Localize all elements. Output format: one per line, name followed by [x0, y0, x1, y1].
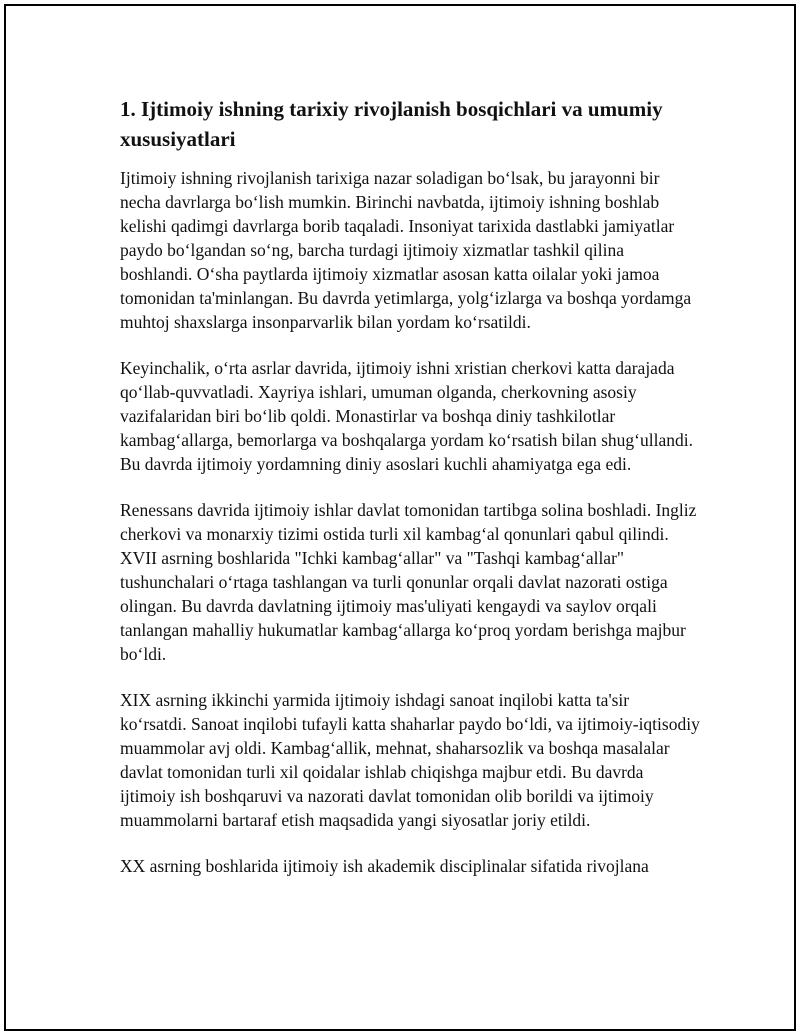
paragraph-renaissance: Renessans davrida ijtimoiy ishlar davlat tomonidan tartibga solina boshladi. Ingliz cherkovi va monarxiy tizimi ostida turli xil kambag‘al qonunlari qabul qilindi. XVII asrning boshlarida "Ichki kambag‘allar" va "Tashqi kambag‘allar" tushunchalari o‘rtaga tashlangan va turli qonunlar orqali davlat nazorati ostiga olingan. Bu davrda davlatning ijtimoiy mas'uliyati kengaydi va saylov orqali tanlangan mahalliy hukumatlar kambag‘allarga ko‘proq yordam berishga majbur bo‘ldi.: [120, 500, 697, 664]
paragraph-twentieth-century: XX asrning boshlarida ijtimoiy ish akademik disciplinalar sifatida rivojlana: [120, 856, 649, 876]
document-content: [120, 94, 700, 900]
paragraph-ancient-era: Ijtimoiy ishning rivojlanish tarixiga nazar soladigan bo‘lsak, bu jarayonni bir necha davrlarga bo‘lish mumkin. Birinchi navbatda, ijtimoiy ishning boshlab kelishi qadimgi davrlarga borib taqaladi. Insoniyat tarixida dastlabki jamiyatlar paydo bo‘lgandan so‘ng, barcha turdagi ijtimoiy xizmatlar tashkil qilina boshlandi. O‘sha paytlarda ijtimoiy xizmatlar asosan katta oilalar yoki jamoa tomonidan ta'minlangan. Bu davrda yetimlarga, yolg‘izlarga va boshqa yordamga muhtoj shaxslarga insonparvarlik bilan yordam ko‘rsatildi.: [120, 168, 692, 332]
document-page: [4, 4, 796, 1031]
paragraph-middle-ages: Keyinchalik, o‘rta asrlar davrida, ijtimoiy ishni xristian cherkovi katta darajada qo‘llab-quvvatladi. Xayriya ishlari, umuman olganda, cherkovning asosiy vazifalaridan biri bo‘lib qoldi. Monastirlar va boshqa diniy tashkilotlar kambag‘allarga, bemorlarga va boshqalarga yordam ko‘rsatish bilan shug‘ullandi. Bu davrda ijtimoiy yordamning diniy asoslari kuchli ahamiyatga ega edi.: [120, 358, 693, 474]
paragraph-nineteenth-century: XIX asrning ikkinchi yarmida ijtimoiy ishdagi sanoat inqilobi katta ta'sir ko‘rsatdi. Sanoat inqilobi tufayli katta shaharlar paydo bo‘ldi, va ijtimoiy-iqtisodiy muammolar avj oldi. Kambag‘allik, mehnat, shaharsozlik va boshqa masalalar davlat tomonidan turli xil qoidalar ishlab chiqishga majbur etdi. Bu davrda ijtimoiy ish boshqaruvi va nazorati davlat tomonidan olib borildi va ijtimoiy muammolarni bartaraf etish maqsadida yangi siyosatlar joriy etildi.: [120, 690, 700, 830]
section-heading: 1. Ijtimoiy ishning tarixiy rivojlanish bosqichlari va umumiy xususiyatlari: [120, 97, 663, 151]
